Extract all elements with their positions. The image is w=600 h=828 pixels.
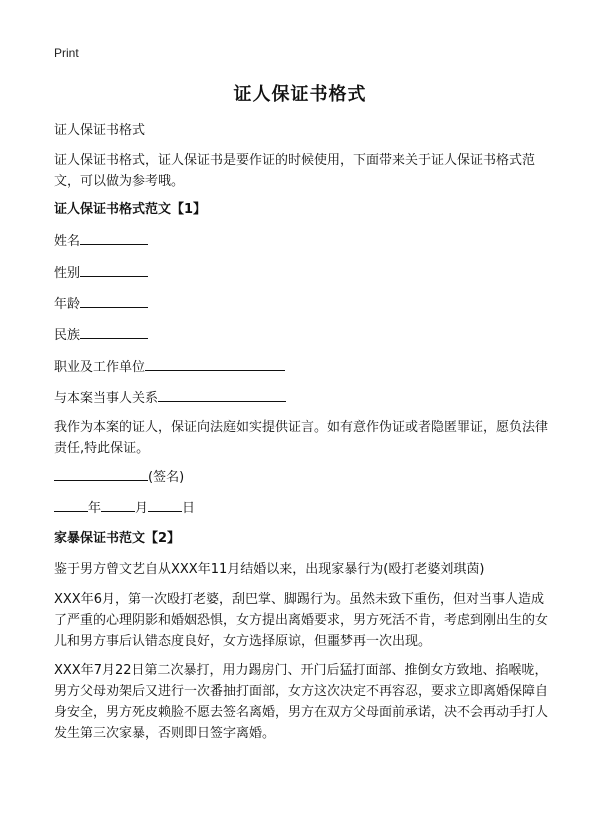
year-label: 年	[88, 501, 102, 516]
intro-paragraph: 证人保证书格式，证人保证书是要作证的时候使用，下面带来关于证人保证书格式范文，可以做为参考哦。	[54, 153, 536, 189]
section1-heading: 证人保证书格式范文【1】	[54, 202, 207, 217]
field-relation-blank	[158, 387, 286, 402]
section2-heading: 家暴保证书范文【2】	[54, 531, 181, 546]
field-job	[54, 356, 554, 378]
field-gender	[54, 262, 554, 284]
field-relation-label: 与本案当事人关系	[54, 391, 159, 406]
field-age-blank	[80, 293, 148, 308]
paragraph-1: 鉴于男方曾文艺自从XXX年11月结婚以来，出现家暴行为(殴打老婆刘琪茵)	[54, 562, 485, 577]
year-blank	[54, 497, 88, 512]
field-age	[54, 293, 554, 315]
paragraph-2: XXX年6月，第一次殴打老婆，刮巴掌、脚踢行为。虽然未致下重伤，但对当事人造成了严重的心理阴影和婚姻恐惧，女方提出离婚要求，男方死活不肯，考虑到刚出生的女儿和男方事后认错态度良好，女方选择原谅，但噩梦再一次出现。	[54, 592, 549, 649]
signature-label: (签名)	[148, 470, 185, 485]
month-label: 月	[135, 501, 149, 516]
signature-blank	[54, 466, 148, 481]
signature-line	[54, 466, 554, 488]
field-name	[54, 230, 554, 252]
field-age-label: 年龄	[54, 297, 81, 312]
pledge-paragraph: 我作为本案的证人，保证向法庭如实提供证言。如有意作伪证或者隐匿罪证，愿负法律责任,特此保证。	[54, 420, 549, 456]
field-ethnicity-label: 民族	[54, 328, 81, 343]
field-name-label: 姓名	[54, 234, 81, 249]
field-name-blank	[80, 230, 148, 245]
field-job-blank	[145, 356, 285, 371]
date-line	[54, 497, 554, 519]
day-blank	[148, 497, 182, 512]
field-ethnicity-blank	[80, 324, 148, 339]
field-gender-label: 性别	[54, 266, 81, 281]
day-label: 日	[182, 501, 196, 516]
field-ethnicity	[54, 324, 554, 346]
field-relation	[54, 387, 554, 409]
paragraph-3: XXX年7月22日第二次暴打，用力踢房门、开门后猛打面部、推倒女方致地、掐喉咙，男方父母劝架后又进行一次番抽打面部，女方这次决定不再容忍，要求立即离婚保障自身安全，男方死皮赖脸不愿去签名离婚，男方在双方父母面前承诺，决不会再动手打人发生第三次家暴，否则即日签字离婚。	[54, 663, 549, 741]
print-label: Print	[54, 46, 79, 60]
document-subtitle: 证人保证书格式	[54, 123, 146, 138]
document-title: 证人保证书格式	[233, 84, 367, 105]
field-job-label: 职业及工作单位	[54, 360, 146, 375]
month-blank	[101, 497, 135, 512]
field-gender-blank	[80, 262, 148, 277]
